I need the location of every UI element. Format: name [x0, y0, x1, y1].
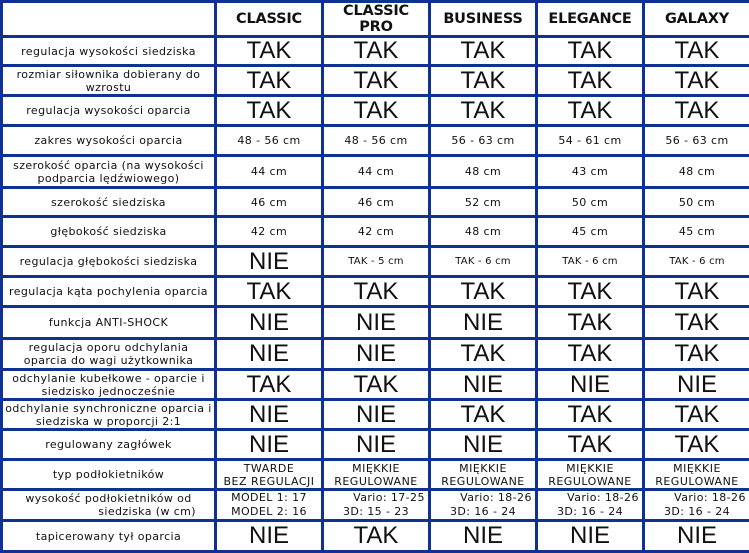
column-header-galaxy: GALAXY — [644, 2, 749, 37]
cell-value: TAK - 6 cm — [537, 247, 644, 277]
cell-line: 3D: 16 - 24 — [540, 505, 640, 519]
cell-value: TAK — [323, 37, 430, 66]
cell-value: NIE — [323, 339, 430, 370]
table-row — [2, 400, 749, 430]
cell-value: TAK — [644, 96, 749, 126]
cell-value — [216, 460, 323, 490]
row-label: funkcja ANTI-SHOCK — [2, 307, 216, 339]
row-label: szerokość siedziska — [2, 188, 216, 217]
cell-value: TAK — [323, 370, 430, 400]
cell-value: TAK — [537, 37, 644, 66]
row-label: zakres wysokości oparcia — [2, 126, 216, 156]
cell-value: 44 cm — [216, 156, 323, 188]
cell-value: NIE — [430, 370, 537, 400]
row-label: typ podłokietników — [2, 460, 216, 490]
cell-value: TAK — [644, 339, 749, 370]
cell-value: TAK - 6 cm — [644, 247, 749, 277]
cell-value: TAK — [430, 400, 537, 430]
row-label: odchylanie synchroniczne oparcia i siedziska w proporcji 2:1 — [2, 400, 216, 430]
cell-value: NIE — [216, 430, 323, 460]
cell-value — [323, 460, 430, 490]
cell-line: MODEL 1: 17 — [219, 491, 319, 505]
table-row — [2, 339, 749, 370]
table-row — [2, 66, 749, 96]
cell-value: TAK — [323, 96, 430, 126]
row-label — [2, 490, 216, 521]
table-row — [2, 217, 749, 247]
table-row — [2, 37, 749, 66]
cell-line: REGULOWANE — [647, 475, 747, 488]
cell-value: TAK — [537, 307, 644, 339]
cell-value: 48 cm — [430, 156, 537, 188]
column-header-business: BUSINESS — [430, 2, 537, 37]
cell-value: TAK — [430, 66, 537, 96]
cell-line: MODEL 2: 16 — [219, 505, 319, 519]
cell-value — [644, 490, 749, 521]
cell-value: 48 cm — [430, 217, 537, 247]
cell-line: Vario: 17-25 — [326, 491, 426, 505]
cell-line: BEZ REGULACJI — [219, 475, 319, 488]
cell-value: NIE — [323, 430, 430, 460]
cell-value — [430, 460, 537, 490]
cell-line: MIĘKKIE — [647, 462, 747, 475]
cell-value — [323, 490, 430, 521]
cell-value: TAK — [644, 66, 749, 96]
cell-value: TAK — [644, 400, 749, 430]
cell-line: 3D: 15 - 23 — [326, 505, 426, 519]
table-row — [2, 430, 749, 460]
cell-value: 42 cm — [323, 217, 430, 247]
cell-value: NIE — [216, 339, 323, 370]
cell-value: 56 - 63 cm — [644, 126, 749, 156]
cell-line: 3D: 16 - 24 — [433, 505, 533, 519]
cell-line: Vario: 18-26 — [540, 491, 640, 505]
cell-value — [537, 460, 644, 490]
cell-value: TAK — [644, 307, 749, 339]
cell-value: TAK — [644, 277, 749, 307]
cell-value: 48 cm — [644, 156, 749, 188]
table-row — [2, 188, 749, 217]
row-label-line: wysokość podłokietników od — [5, 492, 212, 505]
cell-value: NIE — [644, 370, 749, 400]
cell-line: Vario: 18-26 — [647, 491, 747, 505]
table-row — [2, 307, 749, 339]
row-label: głębokość siedziska — [2, 217, 216, 247]
row-label: regulacja głębokości siedziska — [2, 247, 216, 277]
corner-cell — [2, 2, 216, 37]
cell-line: REGULOWANE — [540, 475, 640, 488]
table-row — [2, 247, 749, 277]
table-row — [2, 490, 749, 521]
cell-value: NIE — [323, 400, 430, 430]
cell-value: 48 - 56 cm — [323, 126, 430, 156]
row-label: szerokość oparcia (na wysokości podparcia lędźwiowego) — [2, 156, 216, 188]
cell-value — [644, 460, 749, 490]
cell-line: REGULOWANE — [326, 475, 426, 488]
cell-value: TAK - 5 cm — [323, 247, 430, 277]
cell-value: TAK — [644, 430, 749, 460]
cell-value — [537, 490, 644, 521]
cell-value: 45 cm — [644, 217, 749, 247]
cell-value: TAK — [537, 430, 644, 460]
cell-value: TAK — [216, 370, 323, 400]
cell-value: NIE — [216, 521, 323, 552]
cell-value: 45 cm — [537, 217, 644, 247]
cell-value: 50 cm — [537, 188, 644, 217]
table-row — [2, 370, 749, 400]
cell-value: NIE — [537, 370, 644, 400]
cell-value: 46 cm — [216, 188, 323, 217]
cell-line: MIĘKKIE — [326, 462, 426, 475]
cell-value: NIE — [216, 307, 323, 339]
cell-value: TAK — [216, 96, 323, 126]
cell-value: NIE — [216, 247, 323, 277]
cell-value: TAK — [537, 400, 644, 430]
cell-value: TAK — [430, 96, 537, 126]
cell-line: Vario: 18-26 — [433, 491, 533, 505]
cell-value: 43 cm — [537, 156, 644, 188]
column-header-classic-pro: CLASSIC PRO — [323, 2, 430, 37]
cell-value: NIE — [216, 400, 323, 430]
cell-value: TAK — [216, 277, 323, 307]
cell-value: TAK — [323, 66, 430, 96]
cell-value: TAK — [430, 277, 537, 307]
row-label: regulacja wysokości oparcia — [2, 96, 216, 126]
row-label: regulacja kąta pochylenia oparcia — [2, 277, 216, 307]
cell-value: TAK — [537, 339, 644, 370]
cell-line: TWARDE — [219, 462, 319, 475]
column-header-elegance: ELEGANCE — [537, 2, 644, 37]
cell-value: NIE — [323, 307, 430, 339]
cell-value: NIE — [430, 307, 537, 339]
table-row — [2, 96, 749, 126]
cell-value: TAK — [430, 339, 537, 370]
cell-line: MIĘKKIE — [433, 462, 533, 475]
cell-value: 52 cm — [430, 188, 537, 217]
cell-value: NIE — [644, 521, 749, 552]
cell-value: 42 cm — [216, 217, 323, 247]
cell-value: TAK — [430, 37, 537, 66]
row-label: odchylanie kubełkowe - oparcie i siedzisko jednocześnie — [2, 370, 216, 400]
cell-value: 56 - 63 cm — [430, 126, 537, 156]
cell-value: TAK — [216, 37, 323, 66]
cell-value: TAK — [644, 37, 749, 66]
row-label: regulowany zagłówek — [2, 430, 216, 460]
cell-value: 46 cm — [323, 188, 430, 217]
cell-line: MIĘKKIE — [540, 462, 640, 475]
cell-value — [216, 490, 323, 521]
cell-value: TAK — [323, 277, 430, 307]
cell-value: 54 - 61 cm — [537, 126, 644, 156]
table-row — [2, 156, 749, 188]
cell-value: TAK - 6 cm — [430, 247, 537, 277]
cell-value: NIE — [430, 521, 537, 552]
cell-value: NIE — [430, 430, 537, 460]
row-label: regulacja oporu odchylania oparcia do wagi użytkownika — [2, 339, 216, 370]
cell-value: 48 - 56 cm — [216, 126, 323, 156]
cell-line: REGULOWANE — [433, 475, 533, 488]
row-label-line: siedziska (w cm) — [5, 505, 212, 518]
cell-line: 3D: 16 - 24 — [647, 505, 747, 519]
cell-value: 50 cm — [644, 188, 749, 217]
header-row — [2, 2, 749, 37]
row-label: tapicerowany tył oparcia — [2, 521, 216, 552]
cell-value: TAK — [537, 277, 644, 307]
cell-value: 44 cm — [323, 156, 430, 188]
table-row — [2, 126, 749, 156]
row-label: rozmiar siłownika dobierany do wzrostu — [2, 66, 216, 96]
table-row — [2, 460, 749, 490]
row-label: regulacja wysokości siedziska — [2, 37, 216, 66]
cell-value: TAK — [537, 66, 644, 96]
cell-value: TAK — [216, 66, 323, 96]
column-header-classic: CLASSIC — [216, 2, 323, 37]
cell-value: NIE — [537, 521, 644, 552]
cell-value: TAK — [323, 521, 430, 552]
table-row — [2, 277, 749, 307]
cell-value — [430, 490, 537, 521]
cell-value: TAK — [537, 96, 644, 126]
